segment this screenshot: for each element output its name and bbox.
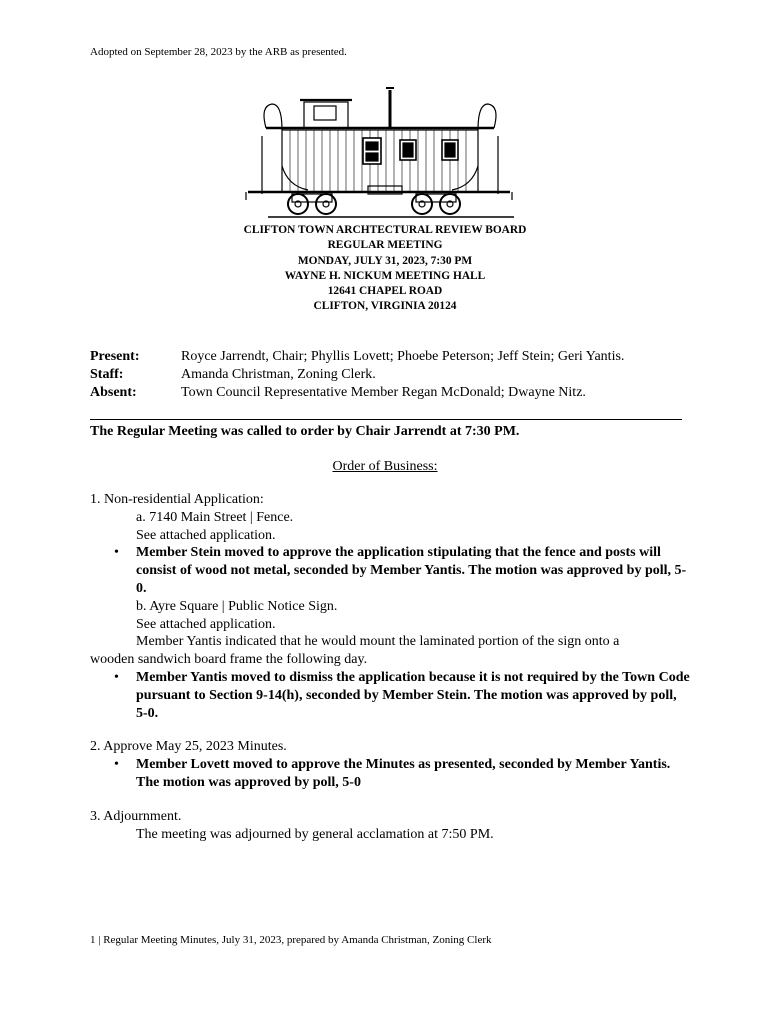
item1b-comment-start: Member Yantis indicated that he would mount the laminated portion of the sign onto a: [136, 634, 620, 650]
attendance: [90, 348, 624, 402]
caboose-logo: [238, 86, 520, 224]
header-city: CLIFTON, VIRGINIA 20124: [313, 300, 457, 313]
header-board-name: CLIFTON TOWN ARCHTECTURAL REVIEW BOARD: [243, 224, 527, 236]
attendance-absent: [90, 384, 624, 402]
header-street: 12641 CHAPEL ROAD: [327, 285, 443, 298]
item2-title: 2. Approve May 25, 2023 Minutes.: [90, 739, 287, 755]
page-footer: 1 | Regular Meeting Minutes, July 31, 2023, prepared by Amanda Christman, Zoning Clerk: [90, 934, 492, 946]
adopted-note: Adopted on September 28, 2023 by the ARB as presented.: [90, 46, 347, 58]
header-meeting-type: REGULAR MEETING: [327, 239, 443, 252]
called-to-order: The Regular Meeting was called to order by Chair Jarrendt at 7:30 PM.: [90, 424, 520, 439]
order-heading: Order of Business:: [332, 459, 438, 474]
header-date: MONDAY, JULY 31, 2023, 7:30 PM: [297, 254, 473, 267]
absent-label: Absent:: [90, 385, 137, 400]
attendance-present: [90, 348, 624, 366]
attendance-staff: [90, 366, 624, 384]
item2-motion: • Member Lovett moved to approve the Minutes as presented, seconded by Member Yantis. The motion was approved by poll, 5-0: [90, 756, 690, 792]
item1a-note: See attached application.: [136, 527, 276, 543]
present-value: Royce Jarrendt, Chair; Phyllis Lovett; Phoebe Peterson; Jeff Stein; Geri Yantis.: [181, 349, 625, 364]
staff-label: Staff:: [90, 367, 124, 382]
absent-value: Town Council Representative Member Regan McDonald; Dwayne Nitz.: [181, 385, 586, 400]
item1b-note: See attached application.: [136, 616, 276, 632]
item1a-motion: • Member Stein moved to approve the application stipulating that the fence and posts will consist of wood not metal, seconded by Member Yantis. The motion was approved by poll, 5-0.: [90, 544, 690, 597]
minutes-body: [90, 491, 690, 843]
item3-title: 3. Adjournment.: [90, 808, 182, 824]
header-venue: WAYNE H. NICKUM MEETING HALL: [284, 269, 486, 282]
item1b-title: b. Ayre Square | Public Notice Sign.: [136, 598, 338, 614]
meeting-header: [0, 223, 770, 315]
divider: [90, 419, 682, 420]
item3-text: The meeting was adjourned by general acclamation at 7:50 PM.: [136, 826, 494, 842]
staff-value: Amanda Christman, Zoning Clerk.: [181, 367, 376, 382]
item1-title: 1. Non-residential Application:: [90, 492, 264, 507]
item1b-comment-end: wooden sandwich board frame the following day.: [90, 652, 368, 668]
present-label: Present:: [90, 349, 140, 364]
item1a-title: a. 7140 Main Street | Fence.: [136, 509, 294, 525]
item1b-motion: • Member Yantis moved to dismiss the application because it is not required by the Town Code pursuant to Section 9-14(h), seconded by Member Stein. The motion was approved by poll, 5-0.: [90, 669, 690, 722]
